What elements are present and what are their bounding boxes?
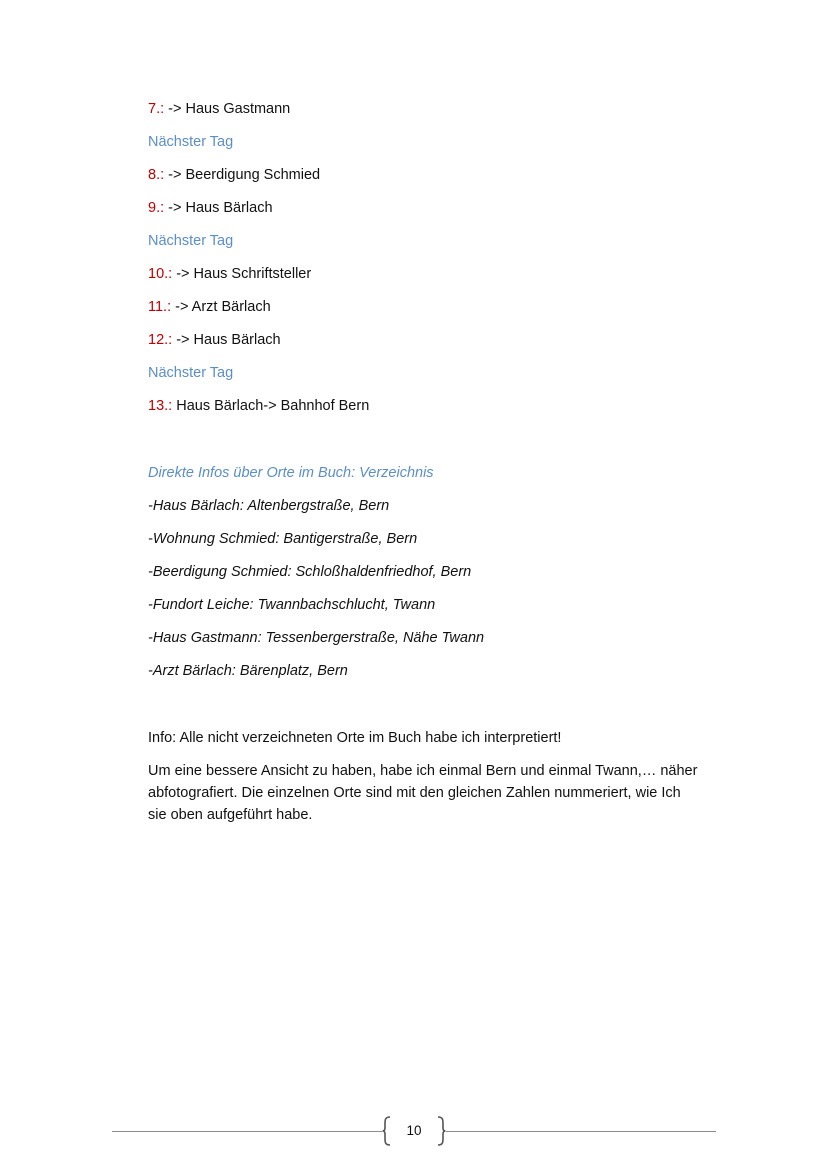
entry-text: -> Haus Bärlach [164, 200, 273, 216]
paragraph-line: Um eine bessere Ansicht zu haben, habe ich einmal Bern und einmal Twann,… näher [148, 763, 698, 779]
entry-text: -> Beerdigung Schmied [164, 167, 321, 183]
entry-text: -> Haus Gastmann [164, 101, 291, 117]
entry-number: 12.: [148, 332, 173, 348]
footer-rule-left [112, 1131, 382, 1132]
directory-item: -Haus Gastmann: Tessenbergerstraße, Nähe Twann [148, 630, 485, 646]
directory-item: -Beerdigung Schmied: Schloßhaldenfriedhof, Bern [148, 564, 472, 580]
right-brace-icon [436, 1116, 446, 1146]
paragraph-line: sie oben aufgeführt habe. [148, 807, 313, 823]
entry-text: -> Haus Schriftsteller [172, 266, 312, 282]
entry-number: 7.: [148, 101, 165, 117]
route-entry-10 [148, 264, 311, 284]
day-separator: Nächster Tag [148, 233, 234, 249]
route-entry-12 [148, 330, 281, 350]
info-note: Info: Alle nicht verzeichneten Orte im Buch habe ich interpretiert! [148, 730, 562, 746]
left-brace-icon [382, 1116, 392, 1146]
day-separator: Nächster Tag [148, 365, 234, 381]
footer-rule-right [446, 1131, 716, 1132]
route-entry-8 [148, 165, 320, 185]
route-entry-11 [148, 297, 271, 317]
entry-number: 8.: [148, 167, 165, 183]
directory-heading: Direkte Infos über Orte im Buch: Verzeichnis [148, 465, 434, 481]
closing-paragraph [148, 760, 728, 826]
directory-item: -Fundort Leiche: Twannbachschlucht, Twann [148, 597, 436, 613]
entry-number: 13.: [148, 398, 173, 414]
route-entry-9 [148, 198, 273, 218]
entry-number: 11.: [148, 299, 172, 315]
route-entry-7 [148, 99, 290, 119]
entry-text: -> Haus Bärlach [172, 332, 281, 348]
entry-text: -> Arzt Bärlach [171, 299, 271, 315]
route-entry-13 [148, 396, 369, 416]
entry-number: 10.: [148, 266, 173, 282]
directory-item: -Haus Bärlach: Altenbergstraße, Bern [148, 498, 390, 514]
paragraph-line: abfotografiert. Die einzelnen Orte sind mit den gleichen Zahlen nummeriert, wie Ich [148, 785, 681, 801]
entry-text: Haus Bärlach-> Bahnhof Bern [172, 398, 370, 414]
directory-item: -Wohnung Schmied: Bantigerstraße, Bern [148, 531, 418, 547]
entry-number: 9.: [148, 200, 165, 216]
day-separator: Nächster Tag [148, 134, 234, 150]
directory-item: -Arzt Bärlach: Bärenplatz, Bern [148, 663, 348, 679]
page-number: 10 [406, 1123, 422, 1138]
